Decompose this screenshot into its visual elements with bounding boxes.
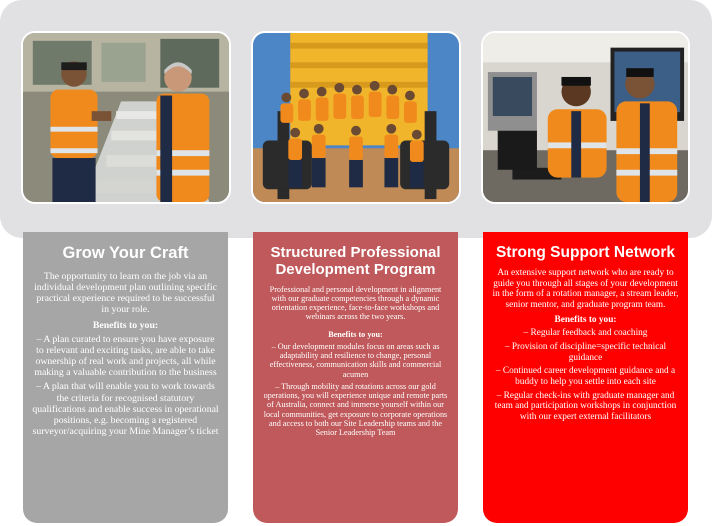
benefit-item: – Through mobility and rotations across our gold operations, you will experience unique and remote parts of Australia, connect and immerse yourself within our local communities, get exposure to corporate operations and access to both our Site Leadership teams and the Senior Leadership Team bbox=[263, 381, 448, 438]
computer-photo-image bbox=[483, 33, 688, 202]
benefits-title: Benefits to you: bbox=[328, 329, 383, 339]
benefit-item: – A plan curated to ensure you have exposure to relevant and exciting tasks, are able to take ownership of real work and projects, all while making a valuable contribution to the business bbox=[34, 333, 217, 379]
workshop-photo-image bbox=[23, 33, 229, 202]
panel-title: Grow Your Craft bbox=[62, 244, 189, 262]
benefit-item: – Continued career development guidance and a buddy to help you settle into each site bbox=[495, 366, 676, 387]
support-network-panel bbox=[483, 232, 688, 523]
benefit-item: – Our development modules focus on areas such as adaptability and resilience to change, personal effectiveness, communication skills and commercial acumen bbox=[269, 341, 442, 379]
group-photo-image bbox=[253, 33, 459, 202]
photo-group bbox=[251, 31, 461, 204]
panel-title: Strong Support Network bbox=[495, 244, 676, 261]
panel-title: Structured Professional Development Program bbox=[270, 244, 441, 279]
grow-your-craft-panel bbox=[23, 232, 228, 523]
benefit-item: – A plan that will enable you to work towards the criteria for recognised statutory qualifications and enable success in operational positions, e.g. becoming a registered surveyor/acquiring your Mine Manager’s ticket bbox=[32, 381, 219, 437]
panel-intro: Professional and personal development in alignment with our graduate competencies through a dynamic orientation experience, face-to-face workshops and webinars across the two years. bbox=[269, 284, 442, 322]
benefits-title: Benefits to you: bbox=[554, 314, 617, 325]
benefits-title: Benefits to you: bbox=[92, 319, 159, 331]
structured-development-panel bbox=[253, 232, 458, 523]
panel-intro: An extensive support network who are ready to guide you through all stages of your development in the form of a rotation manager, a stream leader, senior mentor, and graduate program team. bbox=[492, 267, 679, 310]
benefit-item: – Regular check-ins with graduate manager and team and participation workshops in conjunction with our expert external facilitators bbox=[494, 390, 677, 423]
photo-computer bbox=[481, 31, 690, 204]
benefit-item: – Provision of discipline=specific technical guidance bbox=[504, 341, 667, 363]
panel-intro: The opportunity to learn on the job via an individual development plan outlining specific practical experience required to be successful in your role. bbox=[34, 270, 217, 316]
benefit-item: – Regular feedback and coaching bbox=[523, 328, 648, 339]
photo-workshop bbox=[21, 31, 231, 204]
